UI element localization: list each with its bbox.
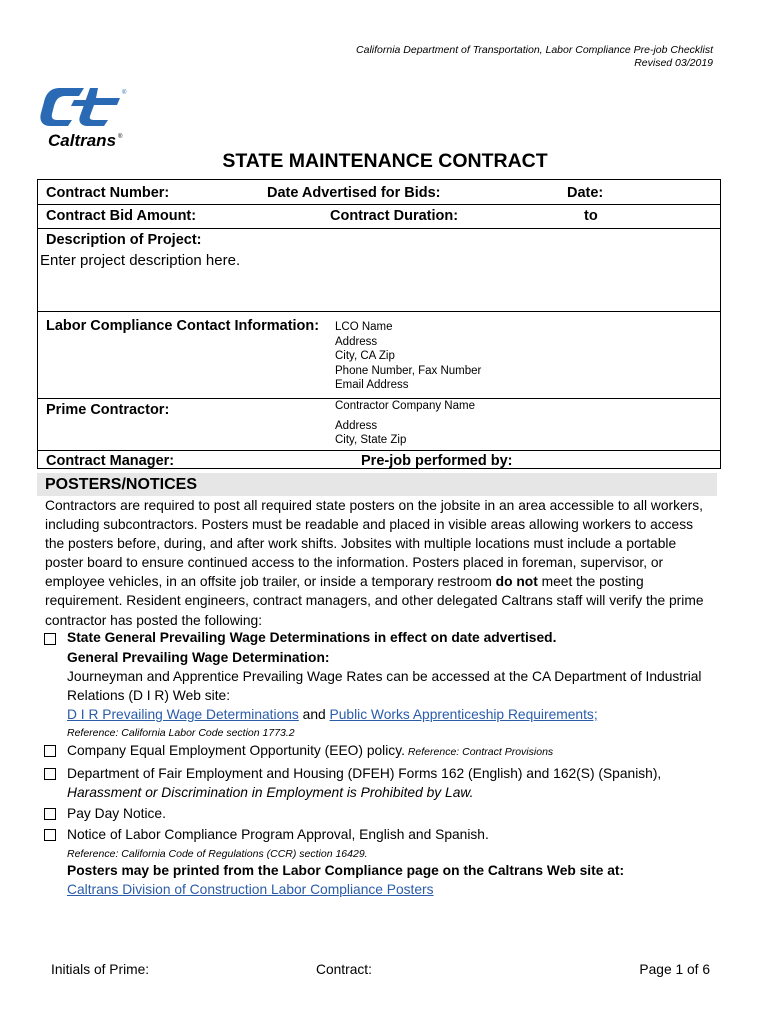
para-text: meet the posting: [537, 574, 644, 590]
reference-ccr: Reference: California Code of Regulations (CCR) section 16429.: [67, 848, 368, 860]
eeo-text: Company Equal Employment Opportunity (EEO) policy.: [67, 743, 405, 758]
date-advertised-label: Date Advertised for Bids:: [267, 185, 441, 201]
dir-prevailing-wage-link[interactable]: D I R Prevailing Wage Determinations: [67, 707, 299, 722]
eeo-reference: Reference: Contract Provisions: [404, 746, 554, 758]
para-line: contractor has posted the following:: [45, 612, 263, 628]
contract-duration-label: Contract Duration:: [330, 208, 459, 224]
item-payday: Pay Day Notice.: [67, 806, 166, 821]
and-text: and: [298, 707, 330, 722]
lco-name: LCO Name: [335, 321, 393, 333]
contract-info-form: [37, 179, 721, 469]
document-header: [356, 44, 713, 70]
lco-email: Email Address: [335, 379, 409, 391]
prime-address: Address: [335, 419, 378, 432]
prime-contractor-label: Prime Contractor:: [46, 402, 170, 418]
lco-address: Address: [335, 335, 378, 348]
lco-label: Labor Compliance Contact Information:: [46, 318, 320, 334]
date-label: Date:: [567, 185, 604, 201]
footer-contract: Contract:: [316, 962, 372, 977]
item-eeo: [67, 743, 553, 758]
description-field[interactable]: Enter project description here.: [40, 252, 241, 269]
checkbox-payday[interactable]: [44, 808, 56, 820]
contract-number-label: Contract Number:: [46, 185, 170, 201]
row-contract-number: [38, 180, 720, 205]
svg-text:®: ®: [122, 90, 127, 96]
row-manager: [38, 451, 720, 468]
item-prevailing-wage-links: [67, 707, 598, 722]
para-text: employee vehicles, in an offsite job trailer, or inside a temporary restroom: [45, 574, 496, 590]
description-label: Description of Project:: [46, 232, 202, 248]
contract-bid-amount-label: Contract Bid Amount:: [46, 208, 197, 224]
caltrans-posters-link[interactable]: Caltrans Division of Construction Labor Compliance Posters: [67, 882, 434, 897]
item-prevailing-wage-text2: Relations (D I R) Web site:: [67, 688, 231, 703]
print-note: Posters may be printed from the Labor Compliance page on the Caltrans Web site at:: [67, 863, 625, 878]
lco-info: [335, 320, 481, 393]
prime-contractor-info: [335, 399, 475, 448]
item-prevailing-wage-sub: General Prevailing Wage Determination:: [67, 650, 330, 665]
row-lco: [38, 312, 720, 399]
para-line: requirement. Resident engineers, contract managers, and other delegated Caltrans staff will verify the prime: [45, 593, 704, 609]
row-bid-amount: [38, 205, 720, 229]
para-line: including subcontractors. Posters must be readable and placed in visible areas allowing workers to access: [45, 517, 694, 533]
item-posters-link: [67, 882, 434, 897]
posters-paragraph: [45, 496, 717, 630]
duration-to-label: to: [584, 208, 598, 224]
para-line: Contractors are required to post all required state posters on the jobsite in an area accessible to all workers,: [45, 498, 703, 513]
para-emphasis: do not: [495, 574, 538, 590]
prejob-performed-label: Pre-job performed by:: [361, 453, 513, 469]
para-line: [45, 572, 717, 591]
apprenticeship-requirements-link[interactable]: Public Works Apprenticeship Requirements;: [329, 707, 598, 722]
item-prevailing-wage-text1: Journeyman and Apprentice Prevailing Wage Rates can be accessed at the CA Department of Industrial: [67, 669, 702, 684]
checkbox-lcp-approval[interactable]: [44, 829, 56, 841]
reference-labor-code: Reference: California Labor Code section 1773.2: [67, 727, 295, 739]
item-prevailing-wage: State General Prevailing Wage Determinations in effect on date advertised.: [67, 630, 557, 645]
para-line: poster board to ensure continued access to the information. Posters placed in foreman, supervisor, or: [45, 555, 664, 571]
checkbox-dfeh[interactable]: [44, 768, 56, 780]
prime-city: City, State Zip: [335, 434, 407, 446]
footer-initials: Initials of Prime:: [51, 962, 150, 977]
row-prime-contractor: [38, 399, 720, 451]
row-description: [38, 229, 720, 312]
header-revision: Revised 03/2019: [634, 57, 713, 69]
contract-manager-label: Contract Manager:: [46, 453, 175, 469]
footer-page-number: Page 1 of 6: [639, 962, 710, 977]
header-title: California Department of Transportation, Labor Compliance Pre-job Checklist: [356, 44, 713, 56]
svg-text:®: ®: [118, 134, 123, 140]
checkbox-eeo[interactable]: [44, 745, 56, 757]
para-line: the posters before, during, and after work shifts. Jobsites with multiple locations must include a portable: [45, 536, 677, 552]
item-lcp-approval: Notice of Labor Compliance Program Approval, English and Spanish.: [67, 827, 489, 842]
page-title: STATE MAINTENANCE CONTRACT: [222, 150, 548, 172]
lco-city: City, CA Zip: [335, 350, 395, 362]
caltrans-logo: [38, 80, 130, 157]
item-dfeh-title: Harassment or Discrimination in Employment is Prohibited by Law.: [67, 785, 474, 800]
svg-text:Caltrans: Caltrans: [48, 131, 117, 150]
prime-company: Contractor Company Name: [335, 400, 475, 412]
item-dfeh: Department of Fair Employment and Housing (DFEH) Forms 162 (English) and 162(S) (Spanish),: [67, 766, 662, 781]
lco-phone: Phone Number, Fax Number: [335, 364, 482, 377]
checkbox-prevailing-wage[interactable]: [44, 633, 56, 645]
caltrans-logo-mark: [38, 80, 130, 152]
posters-heading: POSTERS/NOTICES: [37, 473, 717, 496]
